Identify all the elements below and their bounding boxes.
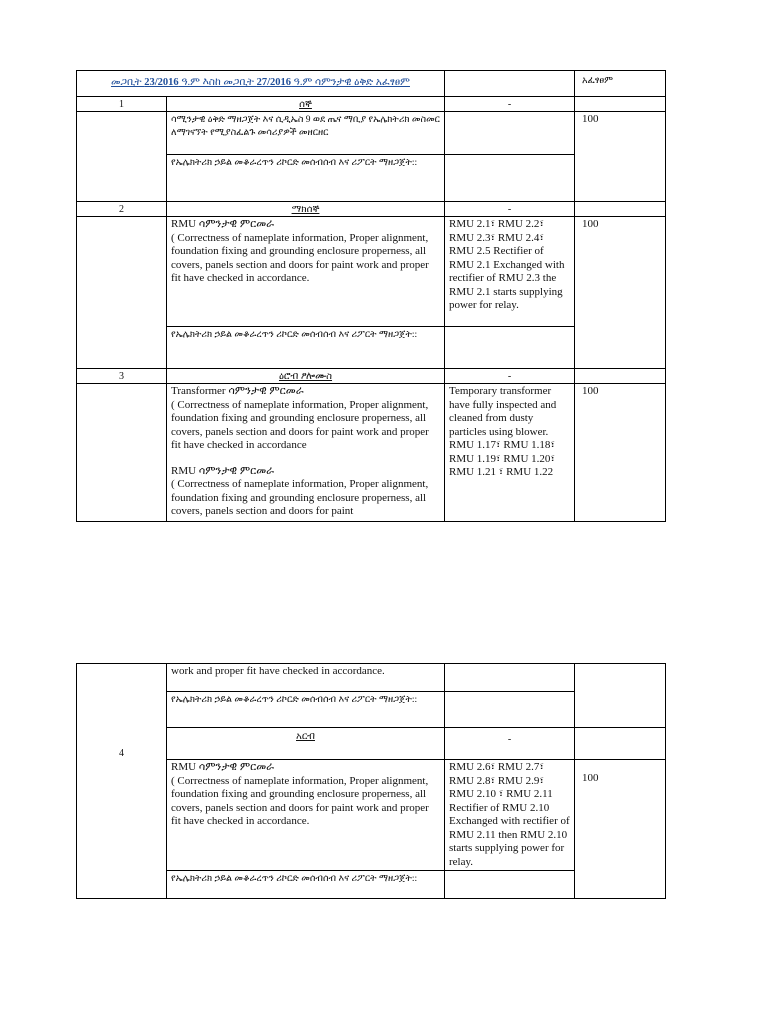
row3-task1-rmu-heading: RMU ሳምንታዊ ምርመራ <box>171 464 275 477</box>
row2-day <box>167 202 444 216</box>
row4-task1-heading: RMU ሳምንታዊ ምርመራ <box>171 761 275 773</box>
row4-task2: የኤሌክትሪክ ኃይል መቆራረጥን ሪኮርድ መሰብሰብ እና ሪፖርት ማዘጋጀት:: <box>171 874 418 884</box>
row4-remark: RMU 2.6፣ RMU 2.7፣ RMU 2.8፣ RMU 2.9፣ RMU 2.10 ፣ RMU 2.11 Rectifier of RMU 2.10 Exchanged with rectifier of RMU 2.11 then RMU 2.10 starts supplying power for relay. <box>449 761 570 868</box>
continued-task2: የኤሌክትሪክ ኃይል መቆራረጥን ሪኮርድ መሰብሰብ እና ሪፖርት ማዘጋጀት:: <box>171 695 418 705</box>
row3-dash-label: - <box>507 371 512 382</box>
row3-task1-details: ( Correctness of nameplate information, Proper alignment, foundation fixing and grounding enclosure properness, all covers, panels section and doors for paint work and proper fit have checked in accordance <box>171 398 429 451</box>
row4-day <box>167 729 444 759</box>
header-performance-label: አፈፃፀም <box>582 76 613 86</box>
date-to: 27/2016 <box>256 77 292 88</box>
table-header-title <box>77 71 444 96</box>
row2-task1 <box>167 217 444 326</box>
title-suffix: ዓ.ም ሳምንታዊ ዕቅድ አፈፃፀም <box>291 77 410 88</box>
row3-day <box>167 369 444 383</box>
row-number-3: 3 <box>119 371 124 382</box>
row2-day-label: ማክሰኞ <box>291 204 320 215</box>
row4-day-label: አርብ <box>296 731 315 742</box>
row-number-4: 4 <box>119 748 124 759</box>
row3-remark: Temporary transformer have fully inspected and cleaned from dusty particles using blower. RMU 1.17፣ RMU 1.18፣ RMU 1.19፣ RMU 1.20፣ RMU 1.21 ፣ RMU 1.22 <box>449 385 557 478</box>
row1-percent: 100 <box>582 113 599 125</box>
row1-task2: የኤሌክትሪክ ኃይል መቆራረጥን ሪኮርድ መሰብሰብ እና ሪፖርት ማዘጋጀት:: <box>171 158 418 168</box>
row-number-1: 1 <box>119 99 124 110</box>
row1-dash <box>445 97 574 111</box>
row2-percent: 100 <box>582 218 599 230</box>
row4-task1-details: ( Correctness of nameplate information, Proper alignment, foundation fixing and grounding enclosure properness, all covers, panels section and doors for paint work and proper fit have checked in accordance. <box>171 774 429 827</box>
row1-day-label: ሰኞ <box>299 99 312 110</box>
row4-percent: 100 <box>582 772 599 784</box>
row3-day-label: ዕሮብ ፆሎሙስ <box>278 371 333 382</box>
continued-text: work and proper fit have checked in accordance. <box>171 665 385 677</box>
row2-task1-heading: RMU ሳምንታዊ ምርመራ <box>171 218 275 230</box>
row4-task1 <box>167 760 444 870</box>
row2-remark: RMU 2.1፣ RMU 2.2፣ RMU 2.3፣ RMU 2.4፣ RMU 2.5 Rectifier of RMU 2.1 Exchanged with rectifier of RMU 2.3 the RMU 2.1 starts supplying power for relay. <box>449 218 565 311</box>
title-prefix: መጋቢት <box>111 77 145 88</box>
row2-task2: የኤሌክትሪክ ኃይል መቆራረጥን ሪኮርድ መሰብሰብ እና ሪፖርት ማዘጋጀት:: <box>171 330 418 340</box>
row1-dash-label: - <box>507 99 512 110</box>
row4-dash <box>445 729 574 759</box>
row1-task1: ሳሚንታዊ ዕቅድ ማዘጋጀት እና ሲዲኤስ 9 ወደ ጤና ማቢያ የኤሌክትሪክ መስመር ለማገናኘት የሚያስፈልጉ መሳሪያዎች መዘርዘር <box>171 115 440 138</box>
title-middle: ዓ.ም እስከ መጋቢት <box>178 77 257 88</box>
date-from: 23/2016 <box>144 77 179 88</box>
row2-dash-label: - <box>507 204 512 215</box>
row2-dash <box>445 202 574 216</box>
row1-day <box>167 97 444 111</box>
row3-task1-heading: Transformer ሳምንታዊ ምርመራ <box>171 385 304 397</box>
row3-task1 <box>167 384 444 521</box>
row3-task1-rmu-details: ( Correctness of nameplate information, Proper alignment, foundation fixing and grounding enclosure properness, all covers, panels section and doors for paint <box>171 478 429 517</box>
row3-percent: 100 <box>582 385 599 397</box>
row2-task1-details: ( Correctness of nameplate information, Proper alignment, foundation fixing and grounding enclosure properness, all covers, panels section and doors for paint work and proper fit have checked in accordance. <box>171 231 429 284</box>
row4-dash-label: - <box>507 734 512 745</box>
row3-dash <box>445 369 574 383</box>
row-number-2: 2 <box>119 204 124 215</box>
